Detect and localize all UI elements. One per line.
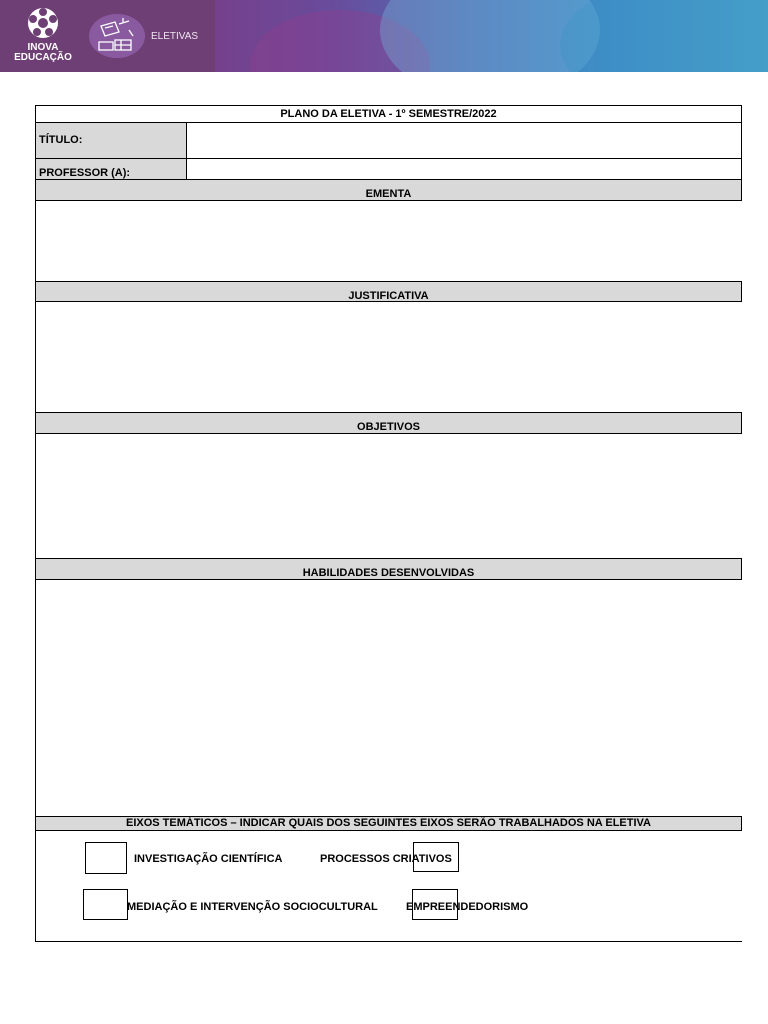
- habilidades-title: HABILIDADES DESENVOLVIDAS: [302, 567, 475, 579]
- ementa-title: EMENTA: [365, 188, 412, 200]
- eletivas-illustration-icon: [89, 14, 145, 58]
- inova-educacao-logo: [14, 6, 72, 66]
- objetivos-title: OBJETIVOS: [357, 421, 420, 433]
- ementa-header: [36, 180, 742, 201]
- eixos-title: EIXOS TEMÁTICOS – INDICAR QUAIS DOS SEGUINTES EIXOS SERÃO TRABALHADOS NA ELETIVA: [126, 817, 651, 829]
- empreendedorismo-label: EMPREENDEDORISMO: [406, 901, 529, 913]
- habilidades-header: [36, 559, 742, 580]
- investigacao-checkbox[interactable]: [85, 842, 127, 874]
- investigacao-label: INVESTIGAÇÃO CIENTÍFICA: [134, 853, 283, 865]
- professor-field[interactable]: [187, 159, 742, 179]
- objetivos-field[interactable]: [36, 434, 742, 559]
- titulo-row: [36, 123, 742, 159]
- professor-label: PROFESSOR (A):: [36, 159, 187, 179]
- professor-row: [36, 159, 742, 180]
- justificativa-header: [36, 282, 742, 302]
- header-banner: [0, 0, 768, 72]
- mediacao-checkbox[interactable]: [83, 889, 128, 920]
- banner-decoration: [560, 0, 768, 72]
- processos-label: PROCESSOS CRIATIVOS: [320, 853, 452, 865]
- mediacao-label: MEDIAÇÃO E INTERVENÇÃO SOCIOCULTURAL: [127, 901, 378, 913]
- form-title-text: PLANO DA ELETIVA - 1º SEMESTRE/2022: [280, 108, 497, 120]
- eixos-options: [36, 831, 742, 942]
- plano-eletiva-form: [35, 105, 742, 942]
- logo-text-line2: EDUCAÇÃO: [14, 52, 72, 63]
- habilidades-field[interactable]: [36, 580, 742, 817]
- eletivas-label: ELETIVAS: [151, 31, 199, 42]
- objetivos-header: [36, 413, 742, 434]
- eixos-header: [36, 817, 742, 831]
- inova-flower-icon: [26, 6, 60, 40]
- eletivas-badge: [89, 14, 145, 58]
- ementa-field[interactable]: [36, 201, 742, 282]
- justificativa-field[interactable]: [36, 302, 742, 413]
- form-title: [36, 106, 742, 123]
- logo-text-line1: INOVA: [27, 42, 59, 53]
- titulo-label: TÍTULO:: [36, 123, 187, 158]
- justificativa-title: JUSTIFICATIVA: [348, 290, 429, 302]
- titulo-field[interactable]: [187, 123, 742, 158]
- processos-checkbox[interactable]: [413, 842, 459, 872]
